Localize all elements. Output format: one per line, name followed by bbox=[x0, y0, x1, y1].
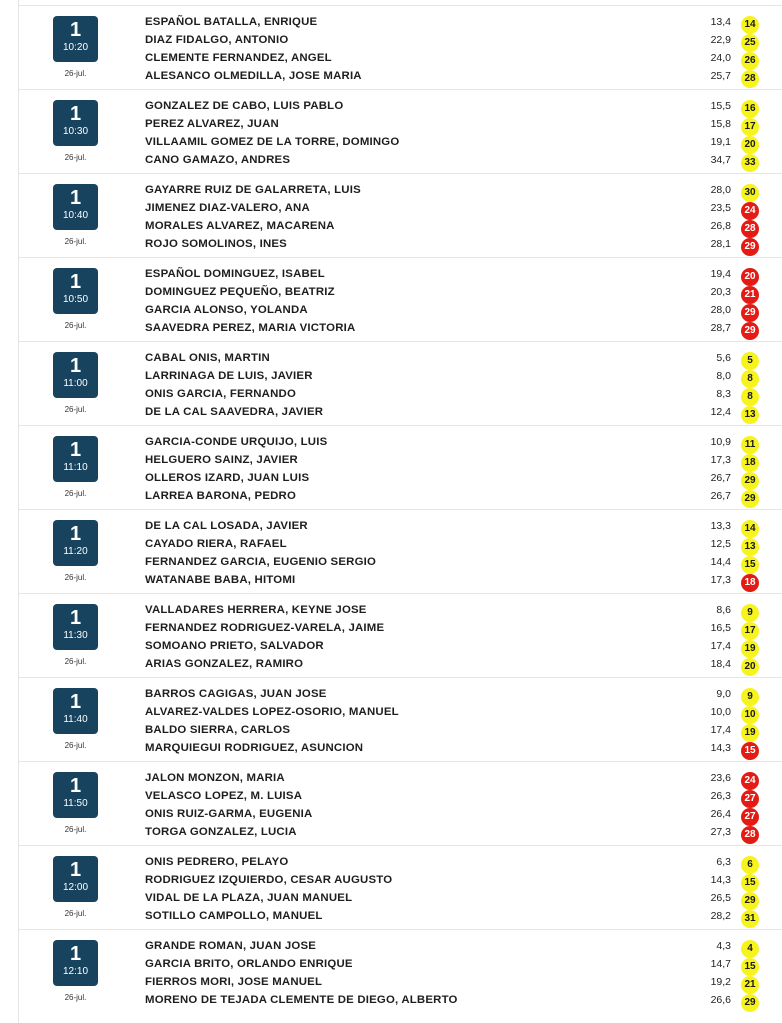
tee-date: 26-jul. bbox=[64, 321, 87, 330]
player-handicap-index: 18,4 bbox=[710, 658, 731, 670]
playing-handicap-badge: 18 bbox=[741, 454, 759, 472]
player-handicap-index: 12,5 bbox=[710, 538, 731, 550]
tee-time: 11:30 bbox=[63, 630, 88, 641]
player-handicap-index: 28,7 bbox=[710, 322, 731, 334]
player-handicap-index: 6,3 bbox=[716, 856, 731, 868]
tee-date: 26-jul. bbox=[64, 657, 87, 666]
tee-time: 10:30 bbox=[62, 126, 89, 137]
tee-time-badge[interactable] bbox=[53, 16, 98, 62]
player-row bbox=[145, 152, 759, 170]
player-handicap-index: 26,7 bbox=[710, 472, 731, 484]
playing-handicap-badge: 20 bbox=[741, 658, 759, 676]
player-handicap-index: 28,2 bbox=[710, 910, 731, 922]
player-handicap-index: 19,1 bbox=[710, 136, 731, 148]
player-name[interactable]: DOMINGUEZ PEQUEÑO, BEATRIZ bbox=[145, 286, 335, 298]
player-handicap-index: 34,7 bbox=[710, 154, 731, 166]
tee-number: 1 bbox=[69, 19, 82, 41]
playing-handicap-badge: 17 bbox=[741, 118, 759, 136]
player-name[interactable]: ONIS PEDRERO, PELAYO bbox=[145, 856, 289, 868]
player-row bbox=[145, 266, 759, 284]
playing-handicap-badge: 28 bbox=[741, 826, 759, 844]
player-name[interactable]: GRANDE ROMAN, JUAN JOSE bbox=[145, 940, 317, 952]
player-row bbox=[145, 704, 759, 722]
tee-number: 1 bbox=[69, 943, 82, 965]
player-row bbox=[145, 602, 759, 620]
playing-handicap-badge: 30 bbox=[741, 184, 759, 202]
playing-handicap-badge: 20 bbox=[741, 268, 759, 286]
playing-handicap-badge: 29 bbox=[741, 322, 759, 340]
playing-handicap-badge: 27 bbox=[741, 808, 759, 826]
tee-number: 1 bbox=[69, 775, 82, 797]
player-row bbox=[145, 302, 759, 320]
tee-number: 1 bbox=[69, 187, 82, 209]
tee-date: 26-jul. bbox=[64, 573, 87, 582]
tee-time: 11:10 bbox=[63, 462, 88, 473]
player-row bbox=[145, 182, 759, 200]
player-row bbox=[145, 434, 759, 452]
player-handicap-index: 17,4 bbox=[710, 640, 731, 652]
playing-handicap-badge: 14 bbox=[741, 16, 759, 34]
playing-handicap-badge: 29 bbox=[741, 304, 759, 322]
tee-time: 12:10 bbox=[62, 966, 89, 977]
tee-time: 11:20 bbox=[63, 546, 88, 557]
player-row bbox=[145, 368, 759, 386]
player-row bbox=[145, 116, 759, 134]
tee-time-badge[interactable] bbox=[53, 184, 98, 230]
player-name[interactable]: MORENO DE TEJADA CLEMENTE DE DIEGO, ALBERTO bbox=[145, 994, 458, 1006]
player-name[interactable]: SOMOANO PRIETO, SALVADOR bbox=[145, 640, 324, 652]
player-name[interactable]: ESPAÑOL DOMINGUEZ, ISABEL bbox=[145, 268, 325, 280]
player-name[interactable]: JIMENEZ DIAZ-VALERO, ANA bbox=[145, 202, 310, 214]
player-name[interactable]: TORGA GONZALEZ, LUCIA bbox=[145, 826, 297, 838]
playing-handicap-badge: 31 bbox=[741, 910, 759, 928]
playing-handicap-badge: 5 bbox=[741, 352, 759, 370]
player-row bbox=[145, 386, 759, 404]
playing-handicap-badge: 21 bbox=[741, 286, 759, 304]
player-name[interactable]: GARCIA ALONSO, YOLANDA bbox=[145, 304, 308, 316]
playing-handicap-badge: 17 bbox=[741, 622, 759, 640]
tee-time-badge[interactable] bbox=[53, 688, 98, 734]
tee-date: 26-jul. bbox=[64, 153, 87, 162]
playing-handicap-badge: 19 bbox=[741, 640, 759, 658]
playing-handicap-badge: 29 bbox=[741, 238, 759, 256]
player-name[interactable]: DE LA CAL LOSADA, JAVIER bbox=[145, 520, 308, 532]
player-name[interactable]: ALVAREZ-VALDES LOPEZ-OSORIO, MANUEL bbox=[145, 706, 399, 718]
player-name[interactable]: ONIS GARCIA, FERNANDO bbox=[145, 388, 297, 400]
playing-handicap-badge: 16 bbox=[741, 100, 759, 118]
player-row bbox=[145, 956, 759, 974]
player-name[interactable]: OLLEROS IZARD, JUAN LUIS bbox=[145, 472, 310, 484]
playing-handicap-badge: 26 bbox=[741, 52, 759, 70]
playing-handicap-badge: 29 bbox=[741, 472, 759, 490]
player-handicap-index: 23,6 bbox=[710, 772, 731, 784]
player-row bbox=[145, 992, 759, 1010]
player-name[interactable]: CLEMENTE FERNANDEZ, ANGEL bbox=[145, 52, 332, 64]
tee-time-badge[interactable] bbox=[53, 100, 98, 146]
tee-number: 1 bbox=[69, 859, 82, 881]
tee-time-group bbox=[19, 761, 782, 845]
player-row bbox=[145, 14, 759, 32]
player-row bbox=[145, 32, 759, 50]
player-name[interactable]: ALESANCO OLMEDILLA, JOSE MARIA bbox=[145, 70, 362, 82]
player-row bbox=[145, 404, 759, 422]
player-row bbox=[145, 350, 759, 368]
tee-time-group bbox=[19, 173, 782, 257]
player-handicap-index: 14,3 bbox=[710, 874, 731, 886]
player-handicap-index: 12,4 bbox=[710, 406, 731, 418]
player-handicap-index: 16,5 bbox=[710, 622, 731, 634]
tee-number: 1 bbox=[69, 103, 82, 125]
tee-time-group bbox=[19, 929, 782, 1013]
player-handicap-index: 8,6 bbox=[716, 604, 731, 616]
player-name[interactable]: ONIS RUIZ-GARMA, EUGENIA bbox=[145, 808, 313, 820]
tee-time-badge[interactable] bbox=[53, 940, 98, 986]
tee-time-group bbox=[19, 425, 782, 509]
player-name[interactable]: MORALES ALVAREZ, MACARENA bbox=[145, 220, 335, 232]
playing-handicap-badge: 24 bbox=[741, 772, 759, 790]
tee-time-group bbox=[19, 845, 782, 929]
player-name[interactable]: WATANABE BABA, HITOMI bbox=[145, 574, 296, 586]
playing-handicap-badge: 15 bbox=[741, 874, 759, 892]
tee-times-list bbox=[19, 5, 782, 1013]
player-handicap-index: 4,3 bbox=[716, 940, 731, 952]
tee-time: 12:00 bbox=[62, 882, 89, 893]
player-row bbox=[145, 218, 759, 236]
tee-number: 1 bbox=[69, 523, 82, 545]
player-handicap-index: 28,0 bbox=[710, 184, 731, 196]
player-handicap-index: 15,5 bbox=[710, 100, 731, 112]
player-name[interactable]: CAYADO RIERA, RAFAEL bbox=[145, 538, 287, 550]
player-handicap-index: 13,3 bbox=[710, 520, 731, 532]
player-row bbox=[145, 938, 759, 956]
tee-time: 11:50 bbox=[63, 798, 88, 809]
player-handicap-index: 8,0 bbox=[716, 370, 731, 382]
player-row bbox=[145, 452, 759, 470]
player-handicap-index: 5,6 bbox=[716, 352, 731, 364]
player-handicap-index: 14,7 bbox=[710, 958, 731, 970]
player-handicap-index: 13,4 bbox=[710, 16, 731, 28]
player-handicap-index: 8,3 bbox=[716, 388, 731, 400]
player-handicap-index: 17,3 bbox=[710, 454, 731, 466]
playing-handicap-badge: 18 bbox=[741, 574, 759, 592]
player-row bbox=[145, 722, 759, 740]
tee-date: 26-jul. bbox=[64, 489, 87, 498]
playing-handicap-badge: 15 bbox=[741, 556, 759, 574]
playing-handicap-badge: 13 bbox=[741, 538, 759, 556]
player-name[interactable]: MARQUIEGUI RODRIGUEZ, ASUNCION bbox=[145, 742, 364, 754]
player-name[interactable]: LARREA BARONA, PEDRO bbox=[145, 490, 297, 502]
player-name[interactable]: JALON MONZON, MARIA bbox=[145, 772, 285, 784]
player-name[interactable]: CANO GAMAZO, ANDRES bbox=[145, 154, 291, 166]
playing-handicap-badge: 29 bbox=[741, 490, 759, 508]
playing-handicap-badge: 24 bbox=[741, 202, 759, 220]
player-name[interactable]: VIDAL DE LA PLAZA, JUAN MANUEL bbox=[145, 892, 353, 904]
player-name[interactable]: FIERROS MORI, JOSE MANUEL bbox=[145, 976, 323, 988]
player-name[interactable]: RODRIGUEZ IZQUIERDO, CESAR AUGUSTO bbox=[145, 874, 393, 886]
player-row bbox=[145, 788, 759, 806]
player-handicap-index: 14,4 bbox=[710, 556, 731, 568]
player-name[interactable]: BARROS CAGIGAS, JUAN JOSE bbox=[145, 688, 327, 700]
tee-number: 1 bbox=[69, 691, 82, 713]
player-name[interactable]: LARRINAGA DE LUIS, JAVIER bbox=[145, 370, 313, 382]
tee-time: 10:50 bbox=[62, 294, 89, 305]
playing-handicap-badge: 19 bbox=[741, 724, 759, 742]
tee-time-badge[interactable] bbox=[53, 352, 98, 398]
player-handicap-index: 14,3 bbox=[710, 742, 731, 754]
playing-handicap-badge: 20 bbox=[741, 136, 759, 154]
tee-number: 1 bbox=[69, 355, 82, 377]
player-row bbox=[145, 890, 759, 908]
player-name[interactable]: BALDO SIERRA, CARLOS bbox=[145, 724, 291, 736]
tee-date: 26-jul. bbox=[64, 825, 87, 834]
playing-handicap-badge: 10 bbox=[741, 706, 759, 724]
player-row bbox=[145, 824, 759, 842]
player-name[interactable]: ROJO SOMOLINOS, INES bbox=[145, 238, 287, 250]
tee-time-group bbox=[19, 257, 782, 341]
tee-time-badge[interactable] bbox=[53, 436, 98, 482]
playing-handicap-badge: 29 bbox=[741, 892, 759, 910]
player-handicap-index: 9,0 bbox=[716, 688, 731, 700]
player-name[interactable]: VALLADARES HERRERA, KEYNE JOSE bbox=[145, 604, 367, 616]
playing-handicap-badge: 9 bbox=[741, 604, 759, 622]
player-handicap-index: 15,8 bbox=[710, 118, 731, 130]
playing-handicap-badge: 8 bbox=[741, 370, 759, 388]
playing-handicap-badge: 15 bbox=[741, 742, 759, 760]
player-name[interactable]: DIAZ FIDALGO, ANTONIO bbox=[145, 34, 289, 46]
player-handicap-index: 26,8 bbox=[710, 220, 731, 232]
tee-time-badge[interactable] bbox=[53, 604, 98, 650]
player-name[interactable]: GAYARRE RUIZ DE GALARRETA, LUIS bbox=[145, 184, 361, 196]
player-row bbox=[145, 68, 759, 86]
player-handicap-index: 28,0 bbox=[710, 304, 731, 316]
tee-date: 26-jul. bbox=[64, 405, 87, 414]
tee-time-group bbox=[19, 341, 782, 425]
player-row bbox=[145, 98, 759, 116]
player-row bbox=[145, 740, 759, 758]
player-handicap-index: 19,4 bbox=[710, 268, 731, 280]
player-row bbox=[145, 236, 759, 254]
tee-time-badge[interactable] bbox=[53, 520, 98, 566]
player-row bbox=[145, 134, 759, 152]
player-row bbox=[145, 908, 759, 926]
tee-time-badge[interactable] bbox=[53, 856, 98, 902]
player-handicap-index: 10,9 bbox=[710, 436, 731, 448]
tee-number: 1 bbox=[69, 439, 82, 461]
tee-times-panel bbox=[18, 0, 782, 1023]
player-name[interactable]: FERNANDEZ RODRIGUEZ-VARELA, JAIME bbox=[145, 622, 385, 634]
player-name[interactable]: VELASCO LOPEZ, M. LUISA bbox=[145, 790, 303, 802]
player-handicap-index: 19,2 bbox=[710, 976, 731, 988]
player-handicap-index: 26,7 bbox=[710, 490, 731, 502]
player-name[interactable]: DE LA CAL SAAVEDRA, JAVIER bbox=[145, 406, 324, 418]
player-row bbox=[145, 50, 759, 68]
player-name[interactable]: FERNANDEZ GARCIA, EUGENIO SERGIO bbox=[145, 556, 377, 568]
tee-number: 1 bbox=[69, 607, 82, 629]
player-handicap-index: 24,0 bbox=[710, 52, 731, 64]
tee-time: 10:20 bbox=[62, 42, 89, 53]
player-handicap-index: 25,7 bbox=[710, 70, 731, 82]
playing-handicap-badge: 11 bbox=[741, 436, 759, 454]
playing-handicap-badge: 14 bbox=[741, 520, 759, 538]
tee-date: 26-jul. bbox=[64, 741, 87, 750]
tee-time: 11:00 bbox=[63, 378, 88, 389]
player-row bbox=[145, 470, 759, 488]
playing-handicap-badge: 8 bbox=[741, 388, 759, 406]
playing-handicap-badge: 28 bbox=[741, 220, 759, 238]
player-handicap-index: 23,5 bbox=[710, 202, 731, 214]
tee-time-group bbox=[19, 677, 782, 761]
tee-date: 26-jul. bbox=[64, 909, 87, 918]
player-handicap-index: 17,4 bbox=[710, 724, 731, 736]
player-name[interactable]: GARCIA-CONDE URQUIJO, LUIS bbox=[145, 436, 328, 448]
player-row bbox=[145, 638, 759, 656]
player-name[interactable]: GARCIA BRITO, ORLANDO ENRIQUE bbox=[145, 958, 353, 970]
player-handicap-index: 17,3 bbox=[710, 574, 731, 586]
playing-handicap-badge: 27 bbox=[741, 790, 759, 808]
player-name[interactable]: CABAL ONIS, MARTIN bbox=[145, 352, 270, 364]
player-row bbox=[145, 854, 759, 872]
tee-time-group bbox=[19, 593, 782, 677]
playing-handicap-badge: 25 bbox=[741, 34, 759, 52]
playing-handicap-badge: 33 bbox=[741, 154, 759, 172]
player-row bbox=[145, 806, 759, 824]
playing-handicap-badge: 6 bbox=[741, 856, 759, 874]
player-handicap-index: 27,3 bbox=[710, 826, 731, 838]
tee-time-group bbox=[19, 5, 782, 89]
player-row bbox=[145, 284, 759, 302]
player-handicap-index: 26,5 bbox=[710, 892, 731, 904]
player-name[interactable]: HELGUERO SAINZ, JAVIER bbox=[145, 454, 298, 466]
playing-handicap-badge: 21 bbox=[741, 976, 759, 994]
player-name[interactable]: ARIAS GONZALEZ, RAMIRO bbox=[145, 658, 304, 670]
player-handicap-index: 22,9 bbox=[710, 34, 731, 46]
tee-date: 26-jul. bbox=[64, 237, 87, 246]
player-handicap-index: 28,1 bbox=[710, 238, 731, 250]
playing-handicap-badge: 4 bbox=[741, 940, 759, 958]
player-name[interactable]: PEREZ ALVAREZ, JUAN bbox=[145, 118, 279, 130]
tee-time-group bbox=[19, 89, 782, 173]
tee-time-badge[interactable] bbox=[53, 772, 98, 818]
playing-handicap-badge: 15 bbox=[741, 958, 759, 976]
player-name[interactable]: GONZALEZ DE CABO, LUIS PABLO bbox=[145, 100, 344, 112]
player-handicap-index: 20,3 bbox=[710, 286, 731, 298]
playing-handicap-badge: 13 bbox=[741, 406, 759, 424]
player-name[interactable]: SAAVEDRA PEREZ, MARIA VICTORIA bbox=[145, 322, 356, 334]
player-row bbox=[145, 488, 759, 506]
player-handicap-index: 26,6 bbox=[710, 994, 731, 1006]
player-name[interactable]: SOTILLO CAMPOLLO, MANUEL bbox=[145, 910, 323, 922]
player-name[interactable]: VILLAAMIL GOMEZ DE LA TORRE, DOMINGO bbox=[145, 136, 400, 148]
player-row bbox=[145, 518, 759, 536]
playing-handicap-badge: 9 bbox=[741, 688, 759, 706]
tee-date: 26-jul. bbox=[64, 69, 87, 78]
player-row bbox=[145, 686, 759, 704]
player-name[interactable]: ESPAÑOL BATALLA, ENRIQUE bbox=[145, 16, 318, 28]
player-row bbox=[145, 770, 759, 788]
playing-handicap-badge: 28 bbox=[741, 70, 759, 88]
player-handicap-index: 26,4 bbox=[710, 808, 731, 820]
player-row bbox=[145, 200, 759, 218]
tee-time: 11:40 bbox=[63, 714, 88, 725]
player-row bbox=[145, 554, 759, 572]
player-handicap-index: 26,3 bbox=[710, 790, 731, 802]
tee-date: 26-jul. bbox=[64, 993, 87, 1002]
player-row bbox=[145, 536, 759, 554]
player-row bbox=[145, 656, 759, 674]
playing-handicap-badge: 29 bbox=[741, 994, 759, 1012]
tee-time-group bbox=[19, 509, 782, 593]
tee-number: 1 bbox=[69, 271, 82, 293]
player-row bbox=[145, 620, 759, 638]
tee-time-badge[interactable] bbox=[53, 268, 98, 314]
tee-time: 10:40 bbox=[62, 210, 89, 221]
player-row bbox=[145, 572, 759, 590]
player-row bbox=[145, 320, 759, 338]
player-row bbox=[145, 974, 759, 992]
player-handicap-index: 10,0 bbox=[710, 706, 731, 718]
player-row bbox=[145, 872, 759, 890]
